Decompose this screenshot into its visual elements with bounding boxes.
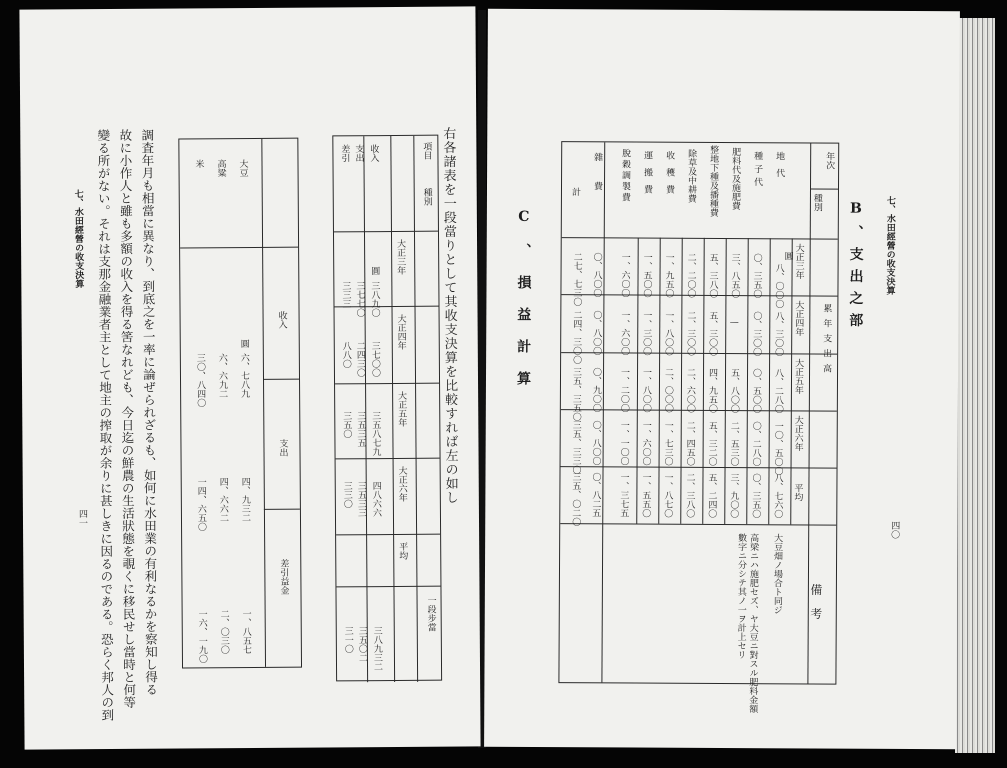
row-7-label: 運搬費	[641, 150, 653, 202]
t1-r1-v4: 四八六六	[370, 481, 381, 518]
t1-r2-v4: 三五三三	[355, 481, 366, 518]
col-year-3: 大正五年	[792, 358, 804, 395]
t2-r3-income: 三〇、八四〇	[194, 353, 206, 408]
left-page	[19, 6, 480, 749]
r1-v4: 一〇、五〇〇	[772, 421, 783, 476]
right-page	[484, 9, 960, 749]
t2-r1-income: 六、七八九	[238, 353, 250, 399]
row-3-label: 肥料代及施肥費	[729, 147, 741, 211]
r3-v2: —	[729, 318, 740, 329]
remarks-header: 備考	[808, 583, 823, 632]
r4-v1: 五、三八〇	[707, 252, 718, 298]
r7-v3: 一、八〇〇	[640, 367, 652, 413]
t1-unit: 圓	[369, 266, 380, 276]
r1-v1: 八、〇〇〇	[773, 263, 784, 309]
t1-r2-v5: 三五〇二	[356, 626, 367, 663]
r7-v5: 一、五五〇	[640, 472, 651, 518]
r9-v5: 〇、八二五	[590, 472, 601, 518]
r1-v3: 八、二八〇	[772, 368, 784, 414]
r4-v3: 四、九五〇	[706, 367, 718, 413]
r8-v5: 一、三七五	[618, 472, 629, 518]
row-9-label: 雜費	[591, 152, 603, 211]
t1-r2-v2: 二四三〇	[354, 341, 365, 378]
col-year-1: 大正三年	[793, 243, 804, 280]
r2-v2: 〇、三〇〇	[751, 311, 762, 357]
r4-v5: 五、二四〇	[706, 472, 717, 518]
t1-corner-top: 項目	[421, 141, 432, 160]
r5-v4: 二、四五〇	[684, 420, 695, 466]
para-line-1: 調査年月も相當に異なり、到底之を一率に論ぜられざるも、如何に水田業の有利なるかを察知し得る	[139, 128, 159, 696]
t1-col-5: 平均	[397, 541, 408, 560]
page-edges	[955, 18, 995, 753]
t1-title: 一段步當	[425, 595, 436, 632]
row-2-label: 種子代	[751, 151, 763, 191]
remark-2: 高梁ニハ施肥セズ、ヤ大豆ニ對スル肥料金額	[747, 533, 759, 714]
col-average: 平均	[792, 483, 803, 502]
r3-v5: 三、九〇〇	[728, 473, 739, 519]
r8-v3: 一、二〇〇	[618, 367, 630, 413]
r1-v5: 八、七六〇	[772, 473, 783, 519]
r3-v4: 二、五三〇	[728, 421, 739, 467]
r1-v2: 八、三〇〇	[773, 311, 784, 357]
r9-v4: 〇、八〇〇	[590, 420, 601, 466]
r7-v2: 一、三〇〇	[641, 310, 652, 356]
r9-v3: 〇、九〇〇	[590, 367, 602, 413]
t1-r1-v3: 三五八七九	[370, 411, 381, 457]
row-4-label: 整地下種及播種費	[707, 144, 719, 217]
t1-col-1: 大正三年	[395, 238, 406, 275]
table-unit: 圓	[782, 251, 793, 261]
t1-r1-v5: 三八九三二	[371, 626, 383, 672]
section-b-heading: B、支出之部	[847, 200, 864, 335]
t1-r3-v5: 三一〇	[342, 626, 353, 654]
r9-v1: 〇、八〇〇	[591, 252, 602, 298]
t2-r3-label: 米	[193, 159, 204, 169]
r2-v1: 〇、三五〇	[751, 253, 762, 299]
r3-v3: 五、八〇〇	[728, 368, 740, 414]
r6-v4: 一、七三〇	[662, 420, 673, 466]
r2-v4: 〇、二八〇	[750, 421, 761, 467]
t1-r3-v3: 三五〇	[341, 411, 352, 439]
r2-v5: 〇、三五〇	[750, 473, 761, 519]
left-running-header: 七、水田經營の收支決算	[72, 189, 84, 289]
r7-v1: 一、五〇〇	[641, 252, 652, 298]
r3-v1: 三、八五〇	[729, 253, 740, 299]
t2-r1-label: 大豆	[237, 159, 248, 178]
row-1-label: 地代	[774, 151, 785, 186]
table-corner-top: 年次	[824, 151, 835, 170]
t1-r1-v1: 三八九〇	[369, 281, 380, 318]
para-line-2: 故に小作人と雖も多額の收入を得る筈なれども、今日迄の鮮農の生活狀態を覗くに移民せし當時と何等	[117, 128, 137, 709]
total-v1: 二七、七三〇	[571, 252, 582, 307]
t1-r3-v1: 三三三	[340, 281, 351, 309]
col-year-4: 大正六年	[792, 415, 803, 452]
row-5-label: 除草及中耕費	[685, 148, 697, 203]
r8-v4: 一、一〇〇	[618, 420, 629, 466]
total-v4: 三五、三三〇	[570, 420, 581, 475]
left-page-number: 四一	[76, 509, 88, 528]
t1-col-4: 大正六年	[396, 465, 407, 502]
para-line-3: 變る所がない。それは支那金融業者主として地主の搾取が余りに甚しきに因るのである。恐らく邦人の到	[95, 128, 115, 722]
t1-col-3: 大正五年	[396, 390, 407, 427]
t2-r1-expense: 四、九三二	[239, 477, 251, 523]
col-year-2: 大正四年	[793, 300, 804, 337]
t2-r3-diff: 一六、一九〇	[196, 609, 207, 664]
expense-table	[558, 141, 839, 714]
r4-v2: 五、三〇〇	[707, 310, 718, 356]
remark-3: 數字ニ分シテ其ノ一ヲ計上セリ	[735, 533, 747, 660]
t2-h-income: 收入	[276, 310, 287, 329]
row-6-label: 收穫費	[663, 150, 675, 202]
row-total-label: 計	[569, 187, 581, 197]
t2-h-expense: 支出	[277, 438, 288, 457]
comparison-table	[332, 135, 442, 682]
t2-r2-income: 六、六九二	[216, 353, 228, 399]
t2-r2-diff: 二、〇三〇	[218, 609, 229, 655]
section-c-heading: C、損益計算	[514, 208, 532, 403]
t1-r3-v4: 三三〇	[341, 481, 352, 509]
r6-v2: 一、八〇〇	[663, 310, 674, 356]
r5-v2: 二、三〇〇	[685, 310, 696, 356]
row-8-label: 脫穀調製費	[619, 148, 631, 204]
t1-row-diff-label: 差引	[339, 144, 350, 163]
total-v5: 三五、〇二〇	[570, 472, 581, 527]
t2-r2-label: 高粱	[215, 159, 226, 178]
t2-unit: 圓	[238, 339, 249, 349]
t2-h-diff: 差引益金	[278, 558, 289, 595]
t2-r3-expense: 一四、六五〇	[195, 477, 207, 532]
right-running-header: 七、水田經營の收支決算	[884, 195, 895, 295]
r6-v5: 一、八七〇	[662, 472, 673, 518]
r5-v1: 二、二〇〇	[685, 252, 696, 298]
r2-v3: 〇、五〇〇	[750, 368, 762, 414]
table-title: 累年支出高	[821, 303, 832, 379]
t1-row-expense-label: 支出	[353, 144, 364, 163]
t1-r2-v1: 三七七〇	[354, 281, 365, 318]
t1-row-income-label: 收入	[368, 144, 379, 163]
r8-v1: 一、六〇〇	[619, 252, 630, 298]
crop-balance-table	[178, 138, 302, 669]
remark-1: 大豆畑ノ場合ト同ジ	[771, 533, 783, 615]
r6-v3: 二、〇〇〇	[662, 367, 674, 413]
r7-v4: 一、六〇〇	[640, 420, 651, 466]
total-v3: 三五、三五〇	[570, 367, 582, 422]
t1-r2-v3: 三五三五	[355, 411, 366, 448]
r9-v2: 〇、八〇〇	[591, 310, 602, 356]
total-v2: 二四、三〇〇	[571, 310, 582, 365]
r5-v5: 二、三八〇	[684, 472, 695, 518]
t1-r1-v2: 三七〇〇	[369, 341, 380, 378]
t1-col-2: 大正四年	[395, 313, 406, 350]
r4-v4: 五、三二〇	[706, 420, 717, 466]
table-corner-bottom: 種別	[811, 193, 822, 212]
right-page-number: 四〇	[889, 520, 900, 539]
t2-r2-expense: 四、六六二	[217, 477, 229, 523]
t1-r3-v2: 八八〇	[340, 341, 351, 369]
r5-v3: 二、六〇〇	[684, 367, 696, 413]
t2-r1-diff: 一、八五七	[240, 609, 251, 655]
r8-v2: 一、六〇〇	[619, 310, 630, 356]
t1-corner-bottom: 種別	[421, 187, 432, 206]
r6-v1: 一、九五〇	[663, 252, 674, 298]
para-intro: 右各諸表を一段當りとして其收支決算を比較すれば左の如し	[440, 126, 458, 505]
